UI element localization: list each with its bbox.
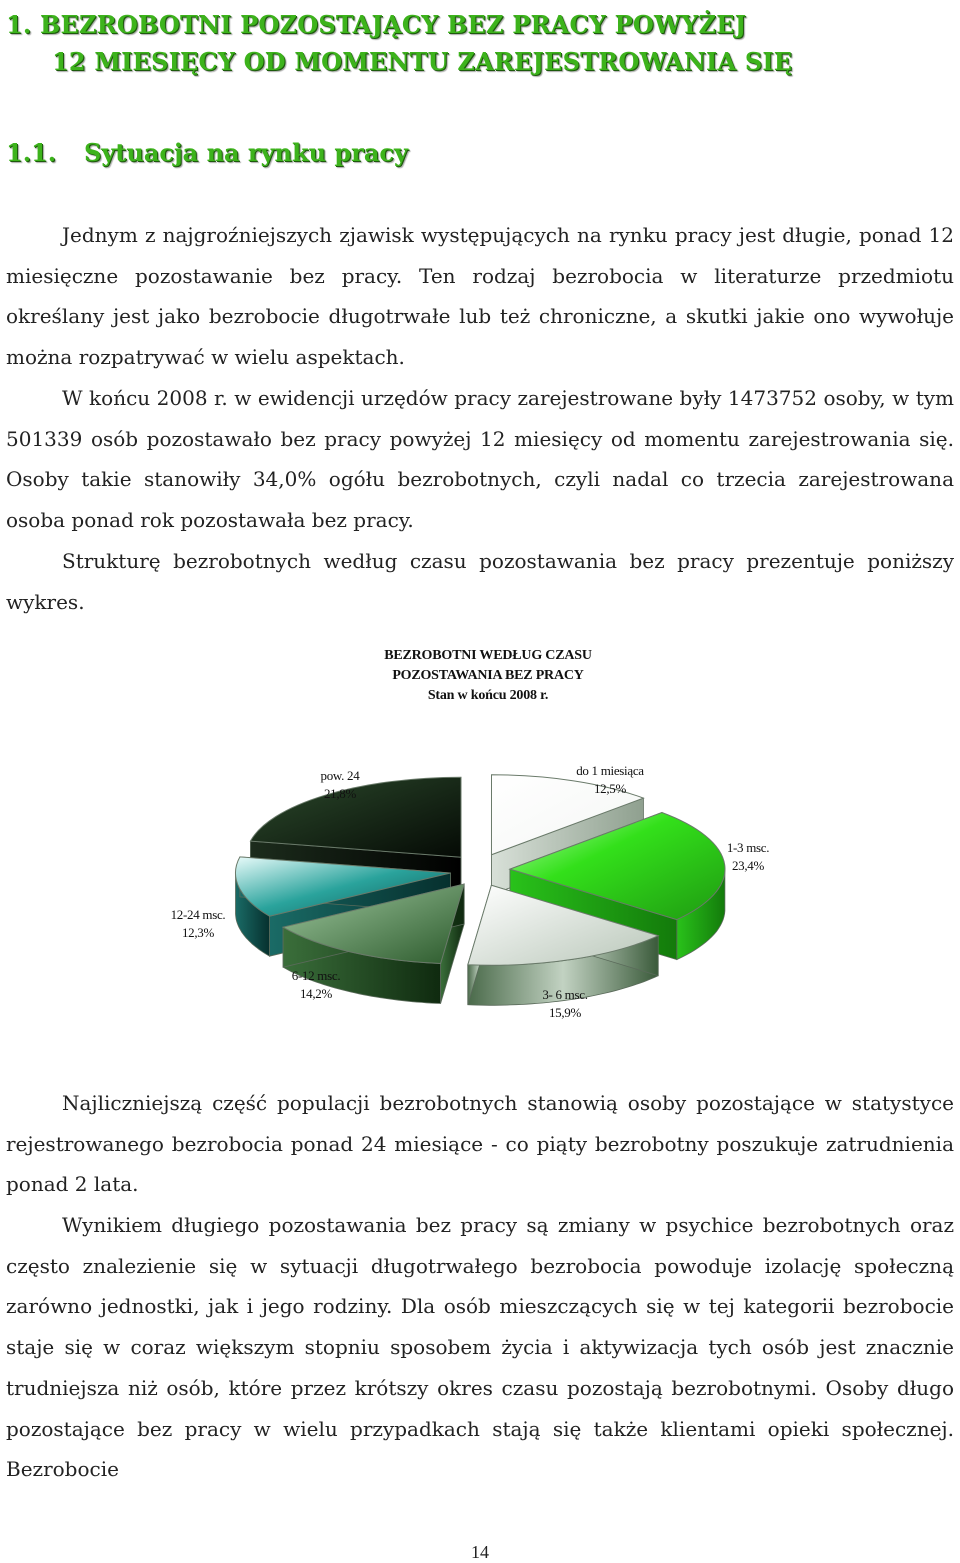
paragraph-1: Jednym z najgroźniejszych zjawisk występujących na rynku pracy jest długie, ponad 12 miesięczne pozostawanie bez pracy. Ten rodzaj bezrobocia w literaturze przedmiotu określany jest jako bezrobocie długotrwałe lub też chroniczne, a skutki jakie ono wywołuje można rozpatrywać w wielu aspektach. (6, 223, 954, 370)
chart-title-line2: POZOSTAWANIA BEZ PRACY (392, 668, 584, 683)
label-6-12-msc: 6-12 msc. 14,2% (291, 968, 341, 1001)
chapter-heading-line1: 1. BEZROBOTNI POZOSTAJĄCY BEZ PRACY POWYŻEJ (6, 10, 747, 39)
pie-chart (0, 740, 960, 1070)
page-number: 14 (471, 1542, 489, 1562)
paragraph-3: Strukturę bezrobotnych według czasu pozostawania bez pracy prezentuje poniższy wykres. (6, 549, 954, 614)
section-title: Sytuacja na rynku pracy (84, 138, 408, 167)
chapter-heading-line2: 12 MIESIĘCY OD MOMENTU ZAREJESTROWANIA SIĘ (52, 47, 793, 76)
paragraph-4: Najliczniejszą część populacji bezrobotnych stanowią osoby pozostające w statystyce rejestrowanego bezrobocia ponad 24 miesiące - co piąty bezrobotny poszukuje zatrudnienia ponad 2 lata. (6, 1091, 954, 1197)
chart-title-line1: BEZROBOTNI WEDŁUG CZASU (384, 648, 592, 663)
paragraph-2: W końcu 2008 r. w ewidencji urzędów pracy zarejestrowane były 1473752 osoby, w tym 501339 osób pozostawało bez pracy powyżej 12 miesięcy od momentu zarejestrowania się. Osoby takie stanowiły 34,0% ogółu bezrobotnych, czyli nadal co trzecia zarejestrowana osoba ponad rok pozostawała bez pracy. (6, 386, 954, 533)
paragraph-5: Wynikiem długiego pozostawania bez pracy są zmiany w psychice bezrobotnych oraz często znalezienie się w sytuacji długotrwałego bezrobocia powoduje izolację społeczną zarówno jednostki, jak i jego rodziny. Dla osób mieszczących się w tej kategorii bezrobocie staje się w coraz większym stopniu sposobem życia i aktywizacja tych osób jest znacznie trudniejsza niż osób, które przez krótszy okres czasu pozostają bezrobotnymi. Osoby długo pozostające bez pracy w wielu przypadkach stają się także klientami opieki społecznej. Bezrobocie (6, 1213, 954, 1482)
label-1-3-msc: 1-3 msc. 23,4% (726, 840, 770, 873)
chart-title-line3: Stan w końcu 2008 r. (427, 688, 549, 703)
chapter-heading (6, 6, 946, 80)
label-pow-24: pow. 24 21,8% (320, 768, 360, 801)
chart-title (300, 646, 676, 706)
section-number: 1.1. (6, 138, 57, 167)
label-3-6-msc: 3- 6 msc. 15,9% (542, 987, 588, 1020)
section-heading (6, 134, 408, 171)
label-12-24-msc: 12-24 msc. 12,3% (170, 907, 226, 940)
label-do-1-miesiaca: do 1 miesiąca 12,5% (576, 763, 644, 796)
